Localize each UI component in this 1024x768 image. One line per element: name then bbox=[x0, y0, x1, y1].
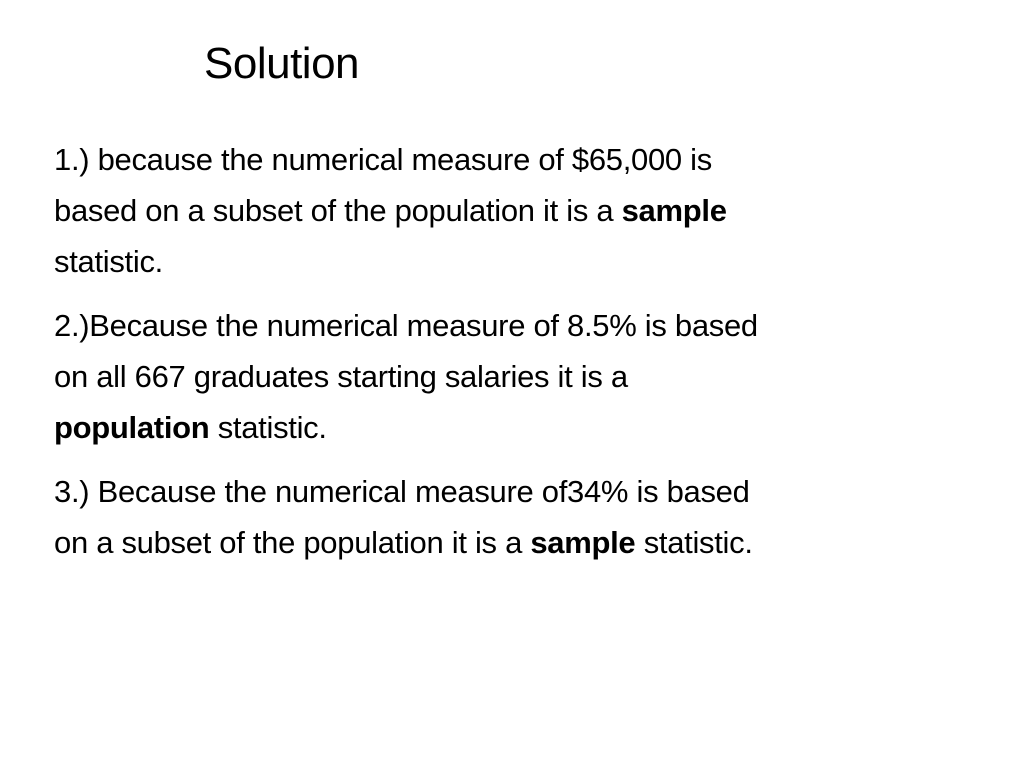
text-run: statistic. bbox=[54, 244, 163, 279]
text-line bbox=[54, 466, 974, 517]
emphasis-sample: sample bbox=[530, 525, 636, 560]
text-run: 2.)Because the numerical measure of 8.5% is based bbox=[54, 308, 758, 343]
text-run: based on a subset of the population it is a bbox=[54, 193, 622, 228]
text-line bbox=[54, 402, 974, 453]
text-run: statistic. bbox=[209, 410, 327, 445]
solution-paragraph-3 bbox=[54, 466, 974, 568]
text-line bbox=[54, 134, 974, 185]
solution-paragraph-2 bbox=[54, 300, 974, 453]
slide-title: Solution bbox=[204, 39, 360, 88]
text-line bbox=[54, 351, 974, 402]
text-line bbox=[54, 300, 974, 351]
text-line bbox=[54, 185, 974, 236]
emphasis-population: population bbox=[54, 410, 210, 445]
text-run: on a subset of the population it is a bbox=[54, 525, 531, 560]
text-run: 1.) because the numerical measure of $65,000 is bbox=[54, 142, 712, 177]
slide-body bbox=[54, 134, 974, 581]
text-line bbox=[54, 517, 974, 568]
text-run: on all 667 graduates starting salaries it is a bbox=[54, 359, 628, 394]
solution-paragraph-1 bbox=[54, 134, 974, 287]
text-run: statistic. bbox=[635, 525, 753, 560]
emphasis-sample: sample bbox=[621, 193, 727, 228]
text-run: 3.) Because the numerical measure of34% is based bbox=[54, 474, 750, 509]
text-line bbox=[54, 236, 974, 287]
